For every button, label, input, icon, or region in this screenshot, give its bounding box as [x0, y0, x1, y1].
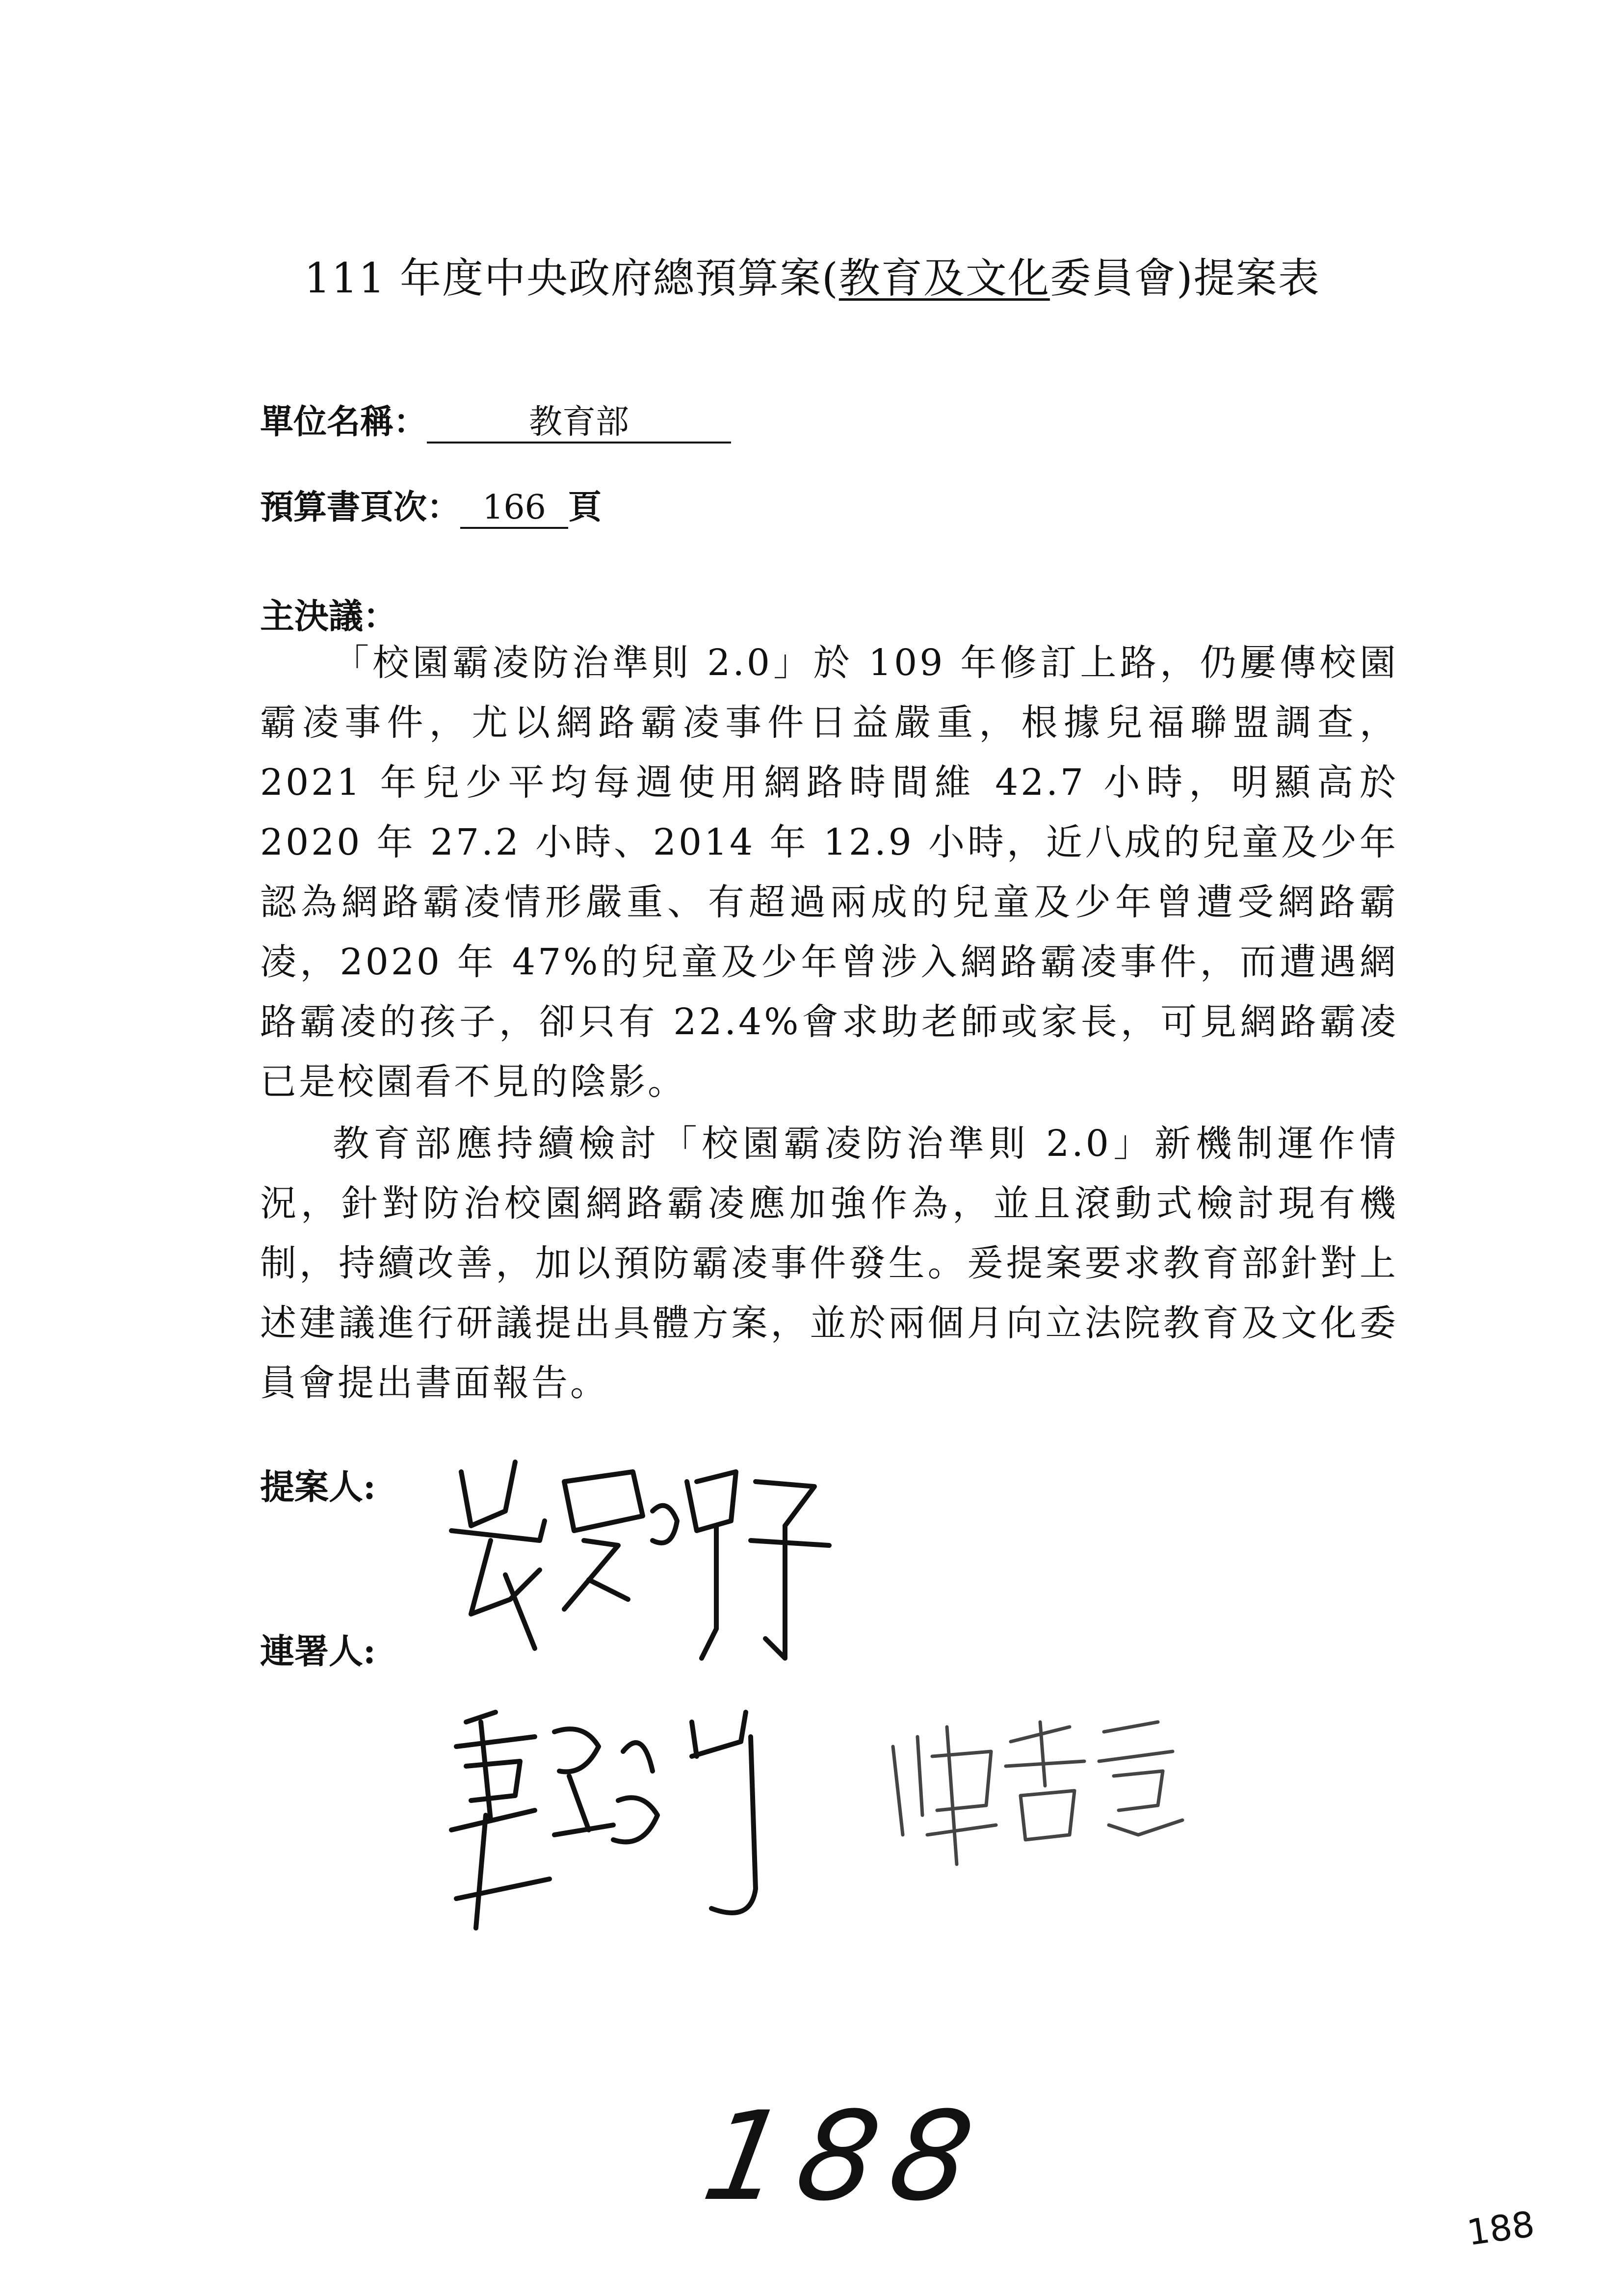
unit-name-label: 單位名稱：: [260, 402, 427, 442]
main-resolution-heading: 主決議：: [260, 596, 397, 636]
cosigner-label: 連署人:: [260, 1631, 376, 1671]
cosigner-signature-2: [883, 1707, 1197, 1884]
document-title: [304, 245, 1384, 305]
budget-page-label: 預算書頁次：: [260, 488, 461, 527]
budget-page-field: [260, 481, 602, 529]
proposer-signature: [442, 1452, 844, 1707]
unit-name-value: 教育部: [427, 403, 731, 444]
budget-page-value: 166: [460, 489, 568, 529]
unit-name-field: [260, 395, 731, 444]
title-committee: 教育及文化: [838, 254, 1050, 302]
title-prefix: 111 年度中央政府總預算案(: [304, 254, 839, 302]
handwritten-page-number: 188: [694, 2085, 997, 2228]
title-suffix: 委員會)提案表: [1049, 254, 1320, 302]
resolution-paragraph-2: 教育部應持續檢討「校園霸凌防治準則 2.0」新機制運作情況，針對防治校園網路霸凌應加強作為，並且滾動式檢討現有機制，持續改善，加以預防霸凌事件發生。爰提案要求教育部針對上述建議進行研議提出具體方案，並於兩個月向立法院教育及文化委員會提出書面報告。: [260, 1122, 1398, 1404]
proposer-label: 提案人:: [260, 1466, 376, 1507]
corner-page-number: 188: [1464, 2203, 1537, 2254]
cosigner-signature-1: [437, 1693, 878, 1967]
budget-page-unit: 頁: [568, 488, 602, 527]
resolution-paragraph-1: 「校園霸凌防治準則 2.0」於 109 年修訂上路，仍屢傳校園霸凌事件，尤以網路霸凌事件日益嚴重，根據兒福聯盟調查，2021 年兒少平均每週使用網路時間維 42.7 小時，明顯高於 2020 年 27.2 小時、2014 年 12.9 小時，近八成的兒童及少年認為網路霸凌情形嚴重、有超過兩成的兒童及少年曾遭受網路霸凌，2020 年 47%的兒童及少年曾涉入網路霸凌事件，而遭遇網路霸凌的孩子，卻只有 22.4%會求助老師或家長，可見網路霸凌已是校園看不見的陰影。: [260, 642, 1398, 1103]
